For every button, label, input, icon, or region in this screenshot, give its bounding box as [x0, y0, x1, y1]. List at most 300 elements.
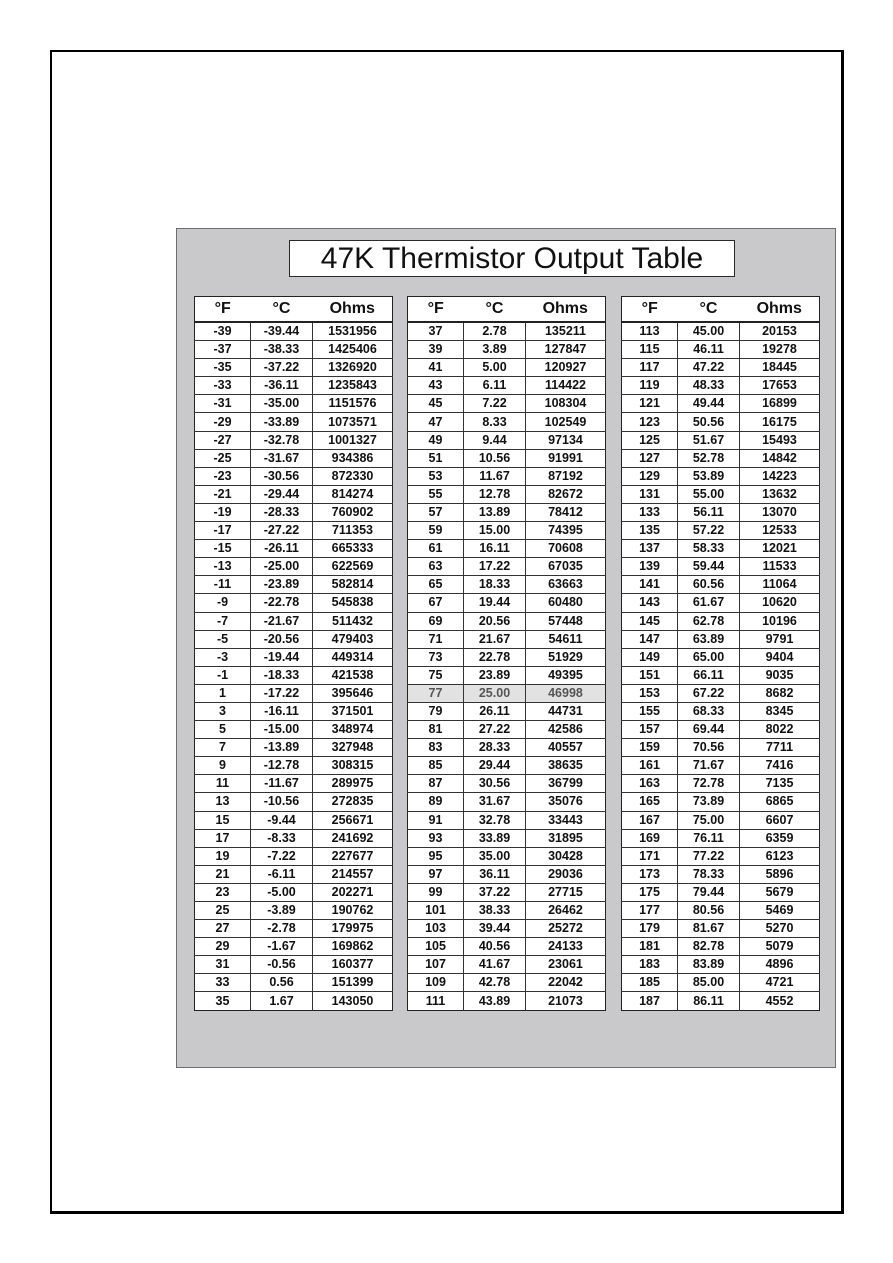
fahrenheit-cell: 9	[195, 757, 251, 775]
table-row	[195, 811, 393, 829]
fahrenheit-cell: 47	[408, 413, 464, 431]
fahrenheit-cell: 183	[622, 956, 678, 974]
ohms-cell: 934386	[313, 449, 393, 467]
ohms-cell: 31895	[526, 829, 606, 847]
celsius-cell: 50.56	[678, 413, 740, 431]
table-row	[195, 322, 393, 341]
celsius-cell: 68.33	[678, 702, 740, 720]
table-row	[622, 540, 820, 558]
table-row	[622, 666, 820, 684]
table-row	[195, 721, 393, 739]
ohms-cell: 102549	[526, 413, 606, 431]
table-row	[622, 322, 820, 341]
fahrenheit-cell: -1	[195, 666, 251, 684]
celsius-cell: 11.67	[464, 467, 526, 485]
fahrenheit-cell: 113	[622, 322, 678, 341]
ohms-cell: 6607	[740, 811, 820, 829]
ohms-cell: 711353	[313, 522, 393, 540]
fahrenheit-cell: 173	[622, 865, 678, 883]
table-row	[195, 938, 393, 956]
celsius-cell: 2.78	[464, 322, 526, 341]
celsius-cell: -13.89	[251, 739, 313, 757]
header-celsius: °C	[464, 297, 526, 323]
ohms-cell: 5469	[740, 902, 820, 920]
table-row	[622, 956, 820, 974]
celsius-cell: -32.78	[251, 431, 313, 449]
celsius-cell: -25.00	[251, 558, 313, 576]
ohms-cell: 13070	[740, 503, 820, 521]
table-row	[195, 359, 393, 377]
fahrenheit-cell: -17	[195, 522, 251, 540]
celsius-cell: 25.00	[464, 684, 526, 702]
table-row	[408, 576, 606, 594]
celsius-cell: -15.00	[251, 721, 313, 739]
ohms-cell: 44731	[526, 702, 606, 720]
ohms-cell: 40557	[526, 739, 606, 757]
celsius-cell: -5.00	[251, 883, 313, 901]
celsius-cell: 41.67	[464, 956, 526, 974]
table-row	[622, 431, 820, 449]
ohms-cell: 5896	[740, 865, 820, 883]
table-row	[195, 702, 393, 720]
fahrenheit-cell: 97	[408, 865, 464, 883]
fahrenheit-cell: 43	[408, 377, 464, 395]
table-row	[622, 938, 820, 956]
table-row	[195, 612, 393, 630]
fahrenheit-cell: 105	[408, 938, 464, 956]
table-row	[622, 793, 820, 811]
ohms-cell: 18445	[740, 359, 820, 377]
table-row	[622, 829, 820, 847]
ohms-cell: 49395	[526, 666, 606, 684]
celsius-cell: 42.78	[464, 974, 526, 992]
fahrenheit-cell: 129	[622, 467, 678, 485]
fahrenheit-cell: 23	[195, 883, 251, 901]
celsius-cell: 61.67	[678, 594, 740, 612]
celsius-cell: -17.22	[251, 684, 313, 702]
celsius-cell: 35.00	[464, 847, 526, 865]
fahrenheit-cell: 125	[622, 431, 678, 449]
ohms-cell: 10620	[740, 594, 820, 612]
ohms-cell: 33443	[526, 811, 606, 829]
ohms-cell: 202271	[313, 883, 393, 901]
celsius-cell: -23.89	[251, 576, 313, 594]
table-row	[408, 612, 606, 630]
fahrenheit-cell: 169	[622, 829, 678, 847]
ohms-cell: 214557	[313, 865, 393, 883]
ohms-cell: 7135	[740, 775, 820, 793]
ohms-cell: 22042	[526, 974, 606, 992]
fahrenheit-cell: 111	[408, 992, 464, 1010]
celsius-cell: 15.00	[464, 522, 526, 540]
fahrenheit-cell: 17	[195, 829, 251, 847]
ohms-cell: 14842	[740, 449, 820, 467]
celsius-cell: -33.89	[251, 413, 313, 431]
celsius-cell: -8.33	[251, 829, 313, 847]
fahrenheit-cell: 65	[408, 576, 464, 594]
celsius-cell: 40.56	[464, 938, 526, 956]
celsius-cell: 23.89	[464, 666, 526, 684]
table-row	[195, 666, 393, 684]
ohms-cell: 9791	[740, 630, 820, 648]
ohms-cell: 9035	[740, 666, 820, 684]
fahrenheit-cell: 89	[408, 793, 464, 811]
fahrenheit-cell: 5	[195, 721, 251, 739]
ohms-cell: 114422	[526, 377, 606, 395]
celsius-cell: 10.56	[464, 449, 526, 467]
table-row	[408, 594, 606, 612]
table-row	[408, 739, 606, 757]
celsius-cell: 49.44	[678, 395, 740, 413]
table-row	[408, 413, 606, 431]
ohms-cell: 8345	[740, 702, 820, 720]
ohms-cell: 12021	[740, 540, 820, 558]
fahrenheit-cell: 33	[195, 974, 251, 992]
celsius-cell: 78.33	[678, 865, 740, 883]
ohms-cell: 54611	[526, 630, 606, 648]
fahrenheit-cell: 141	[622, 576, 678, 594]
celsius-cell: 12.78	[464, 485, 526, 503]
celsius-cell: -20.56	[251, 630, 313, 648]
ohms-cell: 25272	[526, 920, 606, 938]
thermistor-table-panel	[176, 228, 836, 1068]
fahrenheit-cell: 51	[408, 449, 464, 467]
celsius-cell: 48.33	[678, 377, 740, 395]
table-row	[408, 666, 606, 684]
fahrenheit-cell: 103	[408, 920, 464, 938]
table-row	[195, 395, 393, 413]
celsius-cell: 43.89	[464, 992, 526, 1010]
celsius-cell: 1.67	[251, 992, 313, 1010]
table-row	[195, 992, 393, 1010]
ohms-cell: 160377	[313, 956, 393, 974]
celsius-cell: -35.00	[251, 395, 313, 413]
celsius-cell: 8.33	[464, 413, 526, 431]
header-row	[408, 297, 606, 323]
celsius-cell: -30.56	[251, 467, 313, 485]
fahrenheit-cell: 163	[622, 775, 678, 793]
celsius-cell: 52.78	[678, 449, 740, 467]
celsius-cell: 32.78	[464, 811, 526, 829]
ohms-cell: 108304	[526, 395, 606, 413]
ohms-cell: 38635	[526, 757, 606, 775]
fahrenheit-cell: 101	[408, 902, 464, 920]
fahrenheit-cell: 109	[408, 974, 464, 992]
table-row	[622, 576, 820, 594]
celsius-cell: 37.22	[464, 883, 526, 901]
ohms-cell: 60480	[526, 594, 606, 612]
table-row	[408, 467, 606, 485]
celsius-cell: 17.22	[464, 558, 526, 576]
celsius-cell: 20.56	[464, 612, 526, 630]
ohms-cell: 5679	[740, 883, 820, 901]
celsius-cell: -39.44	[251, 322, 313, 341]
table-row	[195, 956, 393, 974]
fahrenheit-cell: 35	[195, 992, 251, 1010]
table-row	[195, 739, 393, 757]
table-row	[622, 684, 820, 702]
ohms-cell: 21073	[526, 992, 606, 1010]
ohms-cell: 4552	[740, 992, 820, 1010]
ohms-cell: 151399	[313, 974, 393, 992]
ohms-cell: 5079	[740, 938, 820, 956]
ohms-cell: 421538	[313, 666, 393, 684]
fahrenheit-cell: 25	[195, 902, 251, 920]
celsius-cell: 82.78	[678, 938, 740, 956]
table-row	[195, 630, 393, 648]
fahrenheit-cell: 143	[622, 594, 678, 612]
table-row	[622, 485, 820, 503]
ohms-cell: 10196	[740, 612, 820, 630]
celsius-cell: 65.00	[678, 648, 740, 666]
table-row	[195, 902, 393, 920]
fahrenheit-cell: 149	[622, 648, 678, 666]
celsius-cell: 67.22	[678, 684, 740, 702]
fahrenheit-cell: -21	[195, 485, 251, 503]
celsius-cell: 30.56	[464, 775, 526, 793]
fahrenheit-cell: 117	[622, 359, 678, 377]
ohms-cell: 582814	[313, 576, 393, 594]
ohms-cell: 395646	[313, 684, 393, 702]
ohms-cell: 308315	[313, 757, 393, 775]
fahrenheit-cell: -11	[195, 576, 251, 594]
table-row	[408, 630, 606, 648]
table-row	[195, 485, 393, 503]
table-row	[408, 522, 606, 540]
ohms-cell: 16899	[740, 395, 820, 413]
fahrenheit-cell: 119	[622, 377, 678, 395]
celsius-cell: 70.56	[678, 739, 740, 757]
ohms-cell: 74395	[526, 522, 606, 540]
fahrenheit-cell: 99	[408, 883, 464, 901]
table-row	[195, 522, 393, 540]
celsius-cell: 3.89	[464, 341, 526, 359]
fahrenheit-cell: 145	[622, 612, 678, 630]
ohms-cell: 16175	[740, 413, 820, 431]
celsius-cell: 47.22	[678, 359, 740, 377]
fahrenheit-cell: 181	[622, 938, 678, 956]
table-row	[195, 594, 393, 612]
table-row	[408, 847, 606, 865]
celsius-cell: 21.67	[464, 630, 526, 648]
celsius-cell: 33.89	[464, 829, 526, 847]
ohms-cell: 479403	[313, 630, 393, 648]
celsius-cell: 36.11	[464, 865, 526, 883]
celsius-cell: 86.11	[678, 992, 740, 1010]
header-celsius: °C	[251, 297, 313, 323]
table-row	[408, 865, 606, 883]
celsius-cell: -6.11	[251, 865, 313, 883]
fahrenheit-cell: 175	[622, 883, 678, 901]
table-row	[195, 503, 393, 521]
celsius-cell: 0.56	[251, 974, 313, 992]
fahrenheit-cell: -31	[195, 395, 251, 413]
fahrenheit-cell: -27	[195, 431, 251, 449]
header-fahrenheit: °F	[622, 297, 678, 323]
table-row	[622, 811, 820, 829]
fahrenheit-cell: 157	[622, 721, 678, 739]
ohms-cell: 760902	[313, 503, 393, 521]
table-row	[195, 449, 393, 467]
celsius-cell: 83.89	[678, 956, 740, 974]
celsius-cell: 46.11	[678, 341, 740, 359]
table-row	[195, 576, 393, 594]
celsius-cell: 27.22	[464, 721, 526, 739]
ohms-cell: 91991	[526, 449, 606, 467]
fahrenheit-cell: 73	[408, 648, 464, 666]
fahrenheit-cell: 7	[195, 739, 251, 757]
ohms-cell: 23061	[526, 956, 606, 974]
celsius-cell: -16.11	[251, 702, 313, 720]
ohms-cell: 15493	[740, 431, 820, 449]
celsius-cell: 51.67	[678, 431, 740, 449]
fahrenheit-cell: 3	[195, 702, 251, 720]
ohms-cell: 87192	[526, 467, 606, 485]
ohms-cell: 289975	[313, 775, 393, 793]
fahrenheit-cell: 107	[408, 956, 464, 974]
ohms-cell: 135211	[526, 322, 606, 341]
celsius-cell: 18.33	[464, 576, 526, 594]
ohms-cell: 11533	[740, 558, 820, 576]
ohms-cell: 30428	[526, 847, 606, 865]
table-row	[622, 359, 820, 377]
ohms-cell: 27715	[526, 883, 606, 901]
table-row	[622, 395, 820, 413]
fahrenheit-cell: 79	[408, 702, 464, 720]
table-row	[622, 522, 820, 540]
ohms-cell: 51929	[526, 648, 606, 666]
fahrenheit-cell: 13	[195, 793, 251, 811]
table-row	[622, 757, 820, 775]
ohms-cell: 227677	[313, 847, 393, 865]
table-row	[408, 648, 606, 666]
table-row	[622, 739, 820, 757]
header-ohms: Ohms	[313, 297, 393, 323]
table-row	[195, 467, 393, 485]
table-row	[622, 902, 820, 920]
fahrenheit-cell: 81	[408, 721, 464, 739]
table-row	[408, 956, 606, 974]
table-row	[195, 775, 393, 793]
header-ohms: Ohms	[526, 297, 606, 323]
celsius-cell: 81.67	[678, 920, 740, 938]
fahrenheit-cell: -25	[195, 449, 251, 467]
celsius-cell: 5.00	[464, 359, 526, 377]
table-row	[408, 322, 606, 341]
ohms-cell: 241692	[313, 829, 393, 847]
celsius-cell: 13.89	[464, 503, 526, 521]
table-row	[408, 829, 606, 847]
ohms-cell: 1001327	[313, 431, 393, 449]
ohms-cell: 622569	[313, 558, 393, 576]
ohms-cell: 348974	[313, 721, 393, 739]
celsius-cell: 28.33	[464, 739, 526, 757]
fahrenheit-cell: 41	[408, 359, 464, 377]
table-row	[408, 992, 606, 1010]
header-row	[195, 297, 393, 323]
fahrenheit-cell: 137	[622, 540, 678, 558]
table-row	[195, 920, 393, 938]
celsius-cell: 39.44	[464, 920, 526, 938]
fahrenheit-cell: -3	[195, 648, 251, 666]
celsius-cell: 79.44	[678, 883, 740, 901]
celsius-cell: 75.00	[678, 811, 740, 829]
fahrenheit-cell: 15	[195, 811, 251, 829]
celsius-cell: -10.56	[251, 793, 313, 811]
header-row	[622, 297, 820, 323]
fahrenheit-cell: 131	[622, 485, 678, 503]
ohms-cell: 26462	[526, 902, 606, 920]
table-row	[195, 431, 393, 449]
fahrenheit-cell: -19	[195, 503, 251, 521]
ohms-cell: 42586	[526, 721, 606, 739]
table-row	[408, 395, 606, 413]
ohms-cell: 190762	[313, 902, 393, 920]
ohms-cell: 272835	[313, 793, 393, 811]
fahrenheit-cell: 115	[622, 341, 678, 359]
ohms-cell: 19278	[740, 341, 820, 359]
celsius-cell: 71.67	[678, 757, 740, 775]
fahrenheit-cell: 187	[622, 992, 678, 1010]
fahrenheit-cell: 75	[408, 666, 464, 684]
fahrenheit-cell: 127	[622, 449, 678, 467]
table-row	[408, 721, 606, 739]
table-row	[408, 359, 606, 377]
thermistor-table-1	[194, 296, 393, 1011]
celsius-cell: 53.89	[678, 467, 740, 485]
celsius-cell: -2.78	[251, 920, 313, 938]
fahrenheit-cell: 123	[622, 413, 678, 431]
ohms-cell: 120927	[526, 359, 606, 377]
ohms-cell: 1531956	[313, 322, 393, 341]
table-row	[408, 974, 606, 992]
ohms-cell: 169862	[313, 938, 393, 956]
table-row	[622, 847, 820, 865]
table-row	[195, 757, 393, 775]
celsius-cell: 59.44	[678, 558, 740, 576]
celsius-cell: 60.56	[678, 576, 740, 594]
fahrenheit-cell: 49	[408, 431, 464, 449]
table-row	[408, 341, 606, 359]
table-row	[195, 648, 393, 666]
fahrenheit-cell: -39	[195, 322, 251, 341]
fahrenheit-cell: 133	[622, 503, 678, 521]
celsius-cell: -37.22	[251, 359, 313, 377]
ohms-cell: 814274	[313, 485, 393, 503]
table-row	[195, 558, 393, 576]
fahrenheit-cell: -33	[195, 377, 251, 395]
fahrenheit-cell: 57	[408, 503, 464, 521]
celsius-cell: -22.78	[251, 594, 313, 612]
ohms-cell: 511432	[313, 612, 393, 630]
ohms-cell: 57448	[526, 612, 606, 630]
celsius-cell: 9.44	[464, 431, 526, 449]
fahrenheit-cell: 161	[622, 757, 678, 775]
celsius-cell: -19.44	[251, 648, 313, 666]
fahrenheit-cell: 151	[622, 666, 678, 684]
celsius-cell: -31.67	[251, 449, 313, 467]
ohms-cell: 24133	[526, 938, 606, 956]
celsius-cell: 72.78	[678, 775, 740, 793]
ohms-cell: 36799	[526, 775, 606, 793]
celsius-cell: 26.11	[464, 702, 526, 720]
ohms-cell: 9404	[740, 648, 820, 666]
celsius-cell: 62.78	[678, 612, 740, 630]
fahrenheit-cell: 179	[622, 920, 678, 938]
table-row	[622, 594, 820, 612]
celsius-cell: 57.22	[678, 522, 740, 540]
fahrenheit-cell: 83	[408, 739, 464, 757]
